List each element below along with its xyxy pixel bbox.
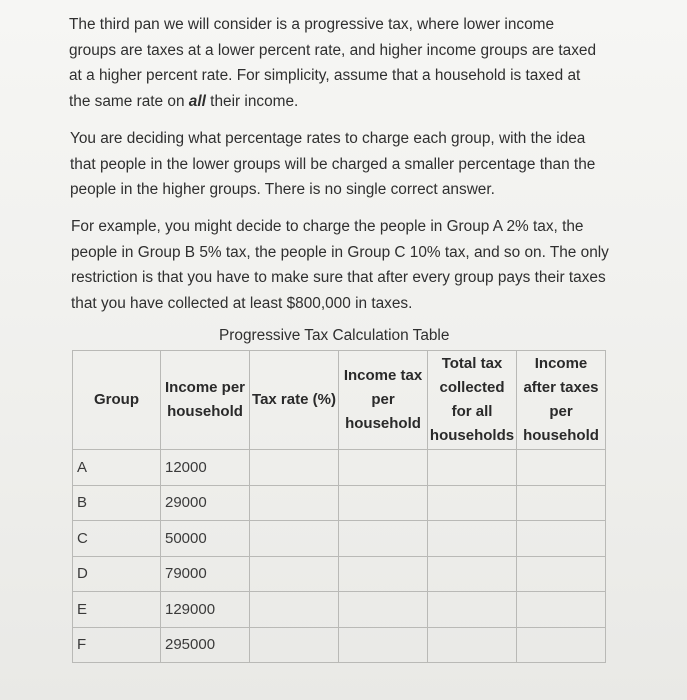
tax-rate-cell[interactable] <box>250 627 339 663</box>
paragraph-example: For example, you might decide to charge the people in Group A 2% tax, the people in Group B 5% tax, the people in Group C 10% tax, and so on. The only restriction is that you have to make sure that after every group pays their taxes that you have collected at least $800,000 in taxes. <box>71 218 609 312</box>
header-income-tax-per-household: Income tax per household <box>339 351 428 450</box>
tax-rate-cell[interactable] <box>250 556 339 592</box>
tax-rate-cell[interactable] <box>250 592 339 628</box>
income-cell: 79000 <box>161 556 250 592</box>
income-cell: 295000 <box>161 627 250 663</box>
table-row <box>73 485 606 521</box>
income-after-tax-cell[interactable] <box>517 556 606 592</box>
paragraph-progressive-tax <box>69 12 599 114</box>
total-tax-cell[interactable] <box>428 485 517 521</box>
income-cell: 129000 <box>161 592 250 628</box>
tax-rate-cell[interactable] <box>250 521 339 557</box>
income-tax-cell[interactable] <box>339 556 428 592</box>
income-cell: 12000 <box>161 450 250 486</box>
income-cell: 50000 <box>161 521 250 557</box>
income-tax-cell[interactable] <box>339 627 428 663</box>
paragraph-1-text: The third pan we will consider is a progressive tax, where lower income groups are taxes at a lower percent rate, and higher income groups are taxed at a higher percent rate. For simplicity, assume that a household is taxed at the same rate on <box>69 16 597 110</box>
income-tax-cell[interactable] <box>339 592 428 628</box>
total-tax-cell[interactable] <box>428 521 517 557</box>
header-tax-rate: Tax rate (%) <box>250 351 339 450</box>
total-tax-cell[interactable] <box>428 556 517 592</box>
group-cell: A <box>73 450 161 486</box>
total-tax-cell[interactable] <box>428 450 517 486</box>
header-total-tax-collected: Total tax collected for all households <box>428 351 517 450</box>
paragraph-deciding-rates: You are deciding what percentage rates to charge each group, with the idea that people in the lower groups will be charged a smaller percentage than the people in the higher groups. There is no single correct answer. <box>70 130 596 198</box>
income-tax-cell[interactable] <box>339 485 428 521</box>
income-cell: 29000 <box>161 485 250 521</box>
tax-rate-cell[interactable] <box>250 450 339 486</box>
table-row <box>73 450 606 486</box>
table-row <box>73 627 606 663</box>
total-tax-cell[interactable] <box>428 592 517 628</box>
table-row <box>73 556 606 592</box>
group-cell: B <box>73 485 161 521</box>
table-caption: Progressive Tax Calculation Table <box>219 327 450 344</box>
income-after-tax-cell[interactable] <box>517 592 606 628</box>
paragraph-1-ending: their income. <box>205 92 299 110</box>
group-cell: F <box>73 627 161 663</box>
header-income-per-household: Income per household <box>161 351 250 450</box>
total-tax-cell[interactable] <box>428 627 517 663</box>
header-group: Group <box>73 351 161 450</box>
group-cell: D <box>73 556 161 592</box>
progressive-tax-table <box>72 350 606 663</box>
income-after-tax-cell[interactable] <box>517 627 606 663</box>
group-cell: E <box>73 592 161 628</box>
tax-rate-cell[interactable] <box>250 485 339 521</box>
income-after-tax-cell[interactable] <box>517 485 606 521</box>
table-header-row <box>73 351 606 450</box>
header-income-after-taxes: Income after taxes per household <box>517 351 606 450</box>
table-row <box>73 592 606 628</box>
income-after-tax-cell[interactable] <box>517 450 606 486</box>
group-cell: C <box>73 521 161 557</box>
emphasis-all: all <box>188 92 206 110</box>
income-tax-cell[interactable] <box>339 450 428 486</box>
income-tax-cell[interactable] <box>339 521 428 557</box>
table-row <box>73 521 606 557</box>
income-after-tax-cell[interactable] <box>517 521 606 557</box>
